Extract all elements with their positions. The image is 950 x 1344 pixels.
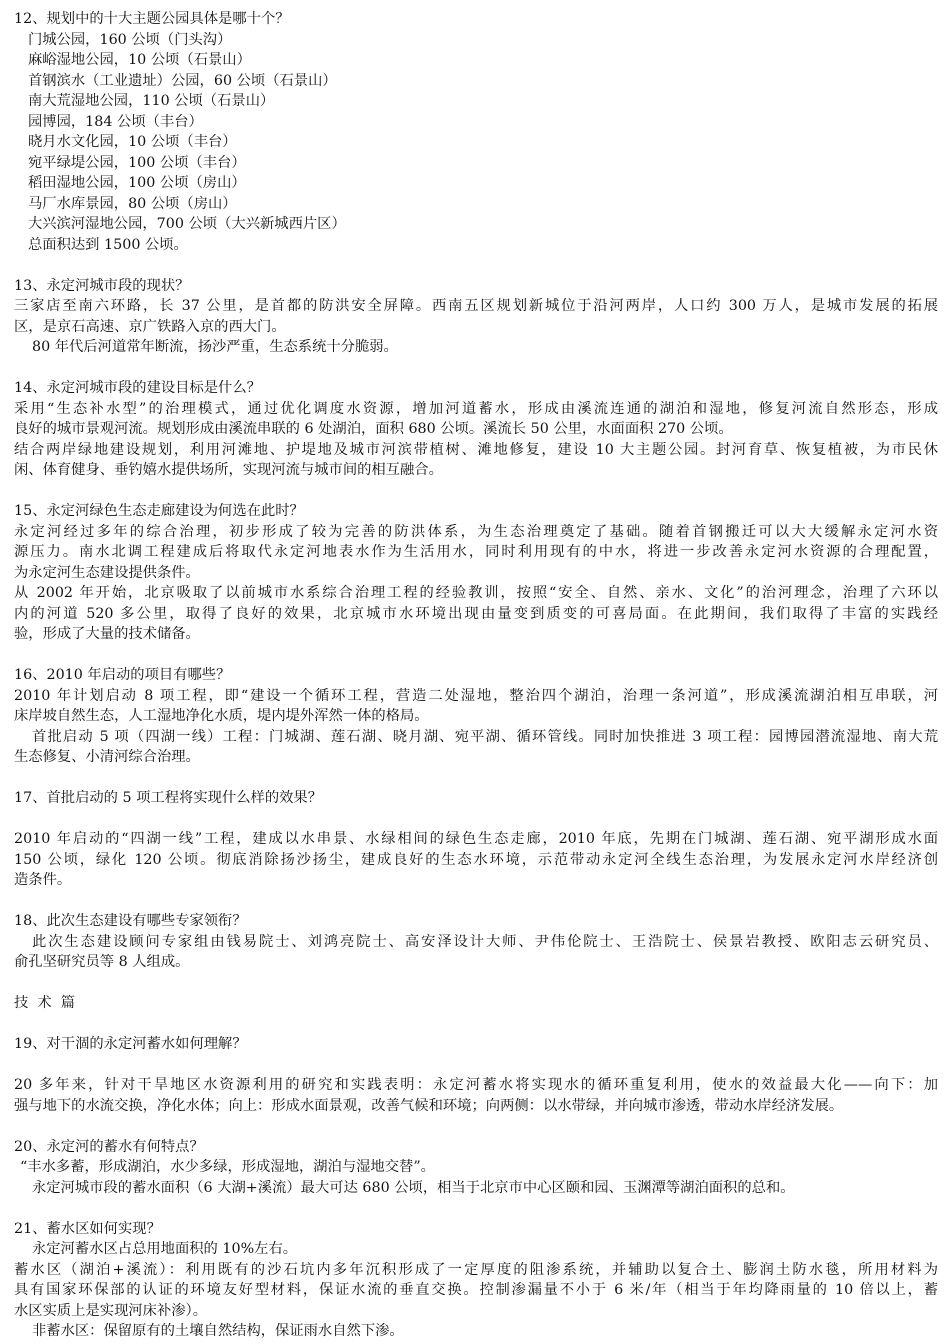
- q14-title: 14、永定河城市段的建设目标是什么？: [14, 380, 261, 396]
- q13-line-2: 区，是京石高速、京广铁路入京的西大门。: [14, 318, 286, 335]
- q14-line-4: 闲、体育健身、垂钓嬉水提供场所，实现河流与城市间的相互融合。: [14, 462, 443, 478]
- q12-item-10: 大兴滨河湿地公园，700 公顷（大兴新城西片区）: [28, 216, 346, 232]
- q16-title: 16、2010 年启动的项目有哪些？: [14, 667, 231, 683]
- q15-line-3: 为永定河生态建设提供条件。: [14, 564, 200, 581]
- q21-title: 21、蓄水区如何实现？: [14, 1220, 161, 1237]
- q15-line-6: 验，形成了大量的技术储备。: [14, 626, 200, 642]
- q18-line-1: 此次生态建设顾问专家组由钱易院士、刘鸿亮院士、高安泽设计大师、尹伟伦院士、王浩院士、侯景岩教授、欧阳志云研究员、: [32, 933, 938, 950]
- q12-item-2: 麻峪湿地公园，10 公顷（石景山）: [28, 52, 251, 68]
- q12-item-3: 首钢滨水（工业遗址）公园，60 公顷（石景山）: [28, 72, 337, 89]
- section-heading-tech: 技 术 篇: [14, 995, 76, 1011]
- q12-item-8: 稻田湿地公园，100 公顷（房山）: [28, 175, 246, 191]
- q16-line-3: 首批启动 5 项（四湖一线）工程：门城湖、莲石湖、晓月湖、宛平湖、循环管线。同时加快推进 3 项工程：园博园潜流湿地、南大荒: [32, 728, 938, 745]
- q17-title: 17、首批启动的 5 项工程将实现什么样的效果？: [14, 790, 323, 806]
- q15-line-2: 源压力。南水北调工程建成后将取代永定河地表水作为生活用水，同时利用现有的中水，将进一步改善永定河水资源的合理配置，: [14, 544, 938, 560]
- q12-item-1: 门城公园，160 公顷（门头沟）: [28, 31, 232, 48]
- q14-line-3: 结合两岸绿地建设规划，利用河滩地、护堤地及城市河滨带植树、滩地修复，建设 10 大主题公园。封河育草、恢复植被，为市民休: [14, 441, 938, 458]
- q13-line-3: 80 年代后河道常年断流，扬沙严重，生态系统十分脆弱。: [32, 339, 398, 355]
- q13-title: 13、永定河城市段的现状？: [14, 277, 190, 294]
- q15-line-1: 永定河经过多年的综合治理，初步形成了较为完善的防洪体系，为生态治理奠定了基础。随着首钢搬迁可以大大缓解永定河水资: [14, 523, 938, 540]
- q12-item-7: 宛平绿堤公园，100 公顷（丰台）: [28, 154, 246, 171]
- q16-line-4: 生态修复、小清河综合治理。: [14, 749, 200, 765]
- spacer: [14, 891, 938, 912]
- spacer: [14, 768, 938, 789]
- q21-line-5: 非蓄水区：保留原有的土壤自然结构，保证雨水自然下渗。: [32, 1323, 404, 1339]
- q21-line-3: 具有国家环保部的认证的环境友好型材料，保证水流的垂直交换。控制渗漏量不小于 6 米/年（相当于年均降雨量的 10 倍以上，蓄: [14, 1282, 938, 1298]
- q13-line-1: 三家店至南六环路，长 37 公里，是首都的防洪安全屏障。西南五区规划新城位于沿河两岸，人口约 300 万人，是城市发展的拓展: [14, 298, 938, 314]
- spacer: [14, 255, 938, 276]
- q14-line-2: 良好的城市景观河流。规划形成由溪流串联的 6 处湖泊，面积 680 公顷。溪流长 50 公里，水面面积 270 公顷。: [14, 421, 733, 437]
- q20-line-1: “丰水多蓄，形成湖泊，水少多绿，形成湿地，湖泊与湿地交替”。: [20, 1159, 435, 1175]
- q21-line-2: 蓄水区（湖泊+溪流）：利用既有的沙石坑内多年沉积形成了一定厚度的阻渗系统，并辅助以复合土、膨润土防水毯，所用材料为: [14, 1261, 938, 1278]
- q12-item-6: 晓月水文化园，10 公顷（丰台）: [28, 134, 237, 150]
- spacer: [14, 973, 938, 994]
- q17-line-1: 2010 年启动的“四湖一线”工程，建成以水串景、水绿相间的绿色生态走廊，2010 年底，先期在门城湖、莲石湖、宛平湖形成水面: [14, 831, 938, 847]
- q12-item-9: 马厂水库景园，80 公顷（房山）: [28, 195, 237, 212]
- spacer: [14, 1116, 938, 1137]
- q18-line-2: 俞孔坚研究员等 8 人组成。: [14, 954, 190, 970]
- document-body: [14, 9, 938, 1342]
- q12-item-5: 园博园，184 公顷（丰台）: [28, 113, 203, 130]
- q20-line-2: 永定河城市段的蓄水面积（6 大湖+溪流）最大可达 680 公顷，相当于北京市中心区颐和园、玉渊潭等湖泊面积的总和。: [32, 1179, 795, 1196]
- q12-total: 总面积达到 1500 公顷。: [28, 236, 188, 253]
- spacer: [14, 358, 938, 379]
- spacer: [14, 1198, 938, 1219]
- spacer: [14, 645, 938, 666]
- q15-line-4: 从 2002 年开始，北京吸取了以前城市水系综合治理工程的经验教训，按照“安全、自然、亲水、文化”的治河理念，治理了六环以: [14, 585, 938, 601]
- q19-title: 19、对干涸的永定河蓄水如何理解？: [14, 1036, 247, 1052]
- q17-line-2: 150 公顷，绿化 120 公顷。彻底消除扬沙扬尘，建成良好的生态水环境，示范带动永定河全线生态治理，为发展永定河水岸经济创: [14, 851, 938, 868]
- q18-title: 18、此次生态建设有哪些专家领衔？: [14, 913, 247, 929]
- spacer: [14, 481, 938, 502]
- q21-line-4: 水区实质上是实现河床补渗）。: [14, 1302, 208, 1319]
- q15-line-5: 内的河道 520 多公里，取得了良好的效果，北京城市水环境出现由量变到质变的可喜局面。在此期间，我们取得了丰富的实践经: [14, 605, 938, 622]
- q21-line-1: 永定河蓄水区占总用地面积的 10%左右。: [32, 1241, 298, 1257]
- q14-line-1: 采用“生态补水型”的治理模式，通过优化调度水资源，增加河道蓄水，形成由溪流连通的湖泊和湿地，修复河流自然形态，形成: [14, 400, 938, 417]
- q16-line-2: 床岸坡自然生态，人工湿地净化水质，堤内堤外浑然一体的格局。: [14, 708, 429, 724]
- spacer: [14, 809, 938, 830]
- q15-title: 15、永定河绿色生态走廊建设为何选在此时？: [14, 503, 304, 519]
- q20-title: 20、永定河的蓄水有何特点？: [14, 1138, 204, 1155]
- q17-line-3: 造条件。: [14, 872, 72, 888]
- q12-item-4: 南大荒湿地公园，110 公顷（石景山）: [28, 93, 275, 109]
- q12-title: 12、规划中的十大主题公园具体是哪十个？: [14, 11, 290, 27]
- spacer: [14, 1055, 938, 1076]
- spacer: [14, 1014, 938, 1035]
- q16-line-1: 2010 年计划启动 8 项工程，即“建设一个循环工程，营造二处湿地，整治四个湖泊，治理一条河道”，形成溪流湖泊相互串联，河: [14, 687, 938, 704]
- q19-line-1: 20 多年来，针对干旱地区水资源利用的研究和实践表明：永定河蓄水将实现水的循环重复利用，使水的效益最大化——向下：加: [14, 1077, 938, 1093]
- q19-line-2: 强与地下的水流交换，净化水体；向上：形成水面景观，改善气候和环境；向两侧：以水带绿，并向城市渗透，带动水岸经济发展。: [14, 1097, 844, 1114]
